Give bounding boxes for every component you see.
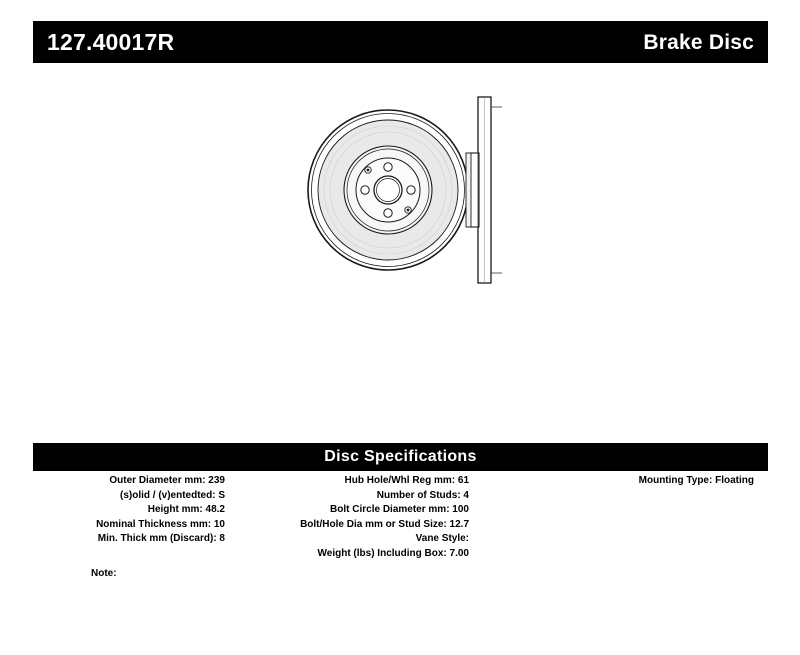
header-bar <box>33 21 768 63</box>
spec-item: Hub Hole/Whl Reg mm: 61 <box>344 475 469 486</box>
disc-specifications-bar <box>33 443 768 471</box>
spec-item: Number of Studs: 4 <box>376 489 469 501</box>
spec-item: Bolt Circle Diameter mm: 100 <box>330 504 469 516</box>
brake-disc-face-svg <box>293 95 483 285</box>
spec-item: Outer Diameter mm: 239 <box>109 475 225 486</box>
brake-disc-face-view <box>293 95 483 290</box>
spec-item: Mounting Type: Floating <box>638 475 754 486</box>
part-number: 127.40017R <box>47 28 175 55</box>
spec-item: Min. Thick mm (Discard): 8 <box>97 533 225 545</box>
spec-column-middle <box>229 474 479 562</box>
disc-specifications-title: Disc Specifications <box>324 448 477 465</box>
spec-column-left <box>33 474 229 547</box>
spec-item: Height mm: 48.2 <box>147 504 225 516</box>
spec-item: Vane Style: <box>415 533 469 545</box>
spec-item: Bolt/Hole Dia mm or Stud Size: 12.7 <box>300 518 469 530</box>
spec-column-right <box>479 474 768 489</box>
product-type-label: Brake Disc <box>643 30 754 54</box>
brake-disc-edge-view <box>458 87 518 302</box>
spec-item: (s)olid / (v)entedted: S <box>120 489 225 501</box>
spec-item: Nominal Thickness mm: 10 <box>96 518 225 530</box>
product-drawing-area <box>33 75 768 425</box>
spec-item: Weight (lbs) Including Box: 7.00 <box>317 547 469 559</box>
brake-disc-edge-svg <box>458 87 518 297</box>
disc-specifications-body <box>33 474 768 562</box>
note-label: Note: <box>91 568 117 579</box>
